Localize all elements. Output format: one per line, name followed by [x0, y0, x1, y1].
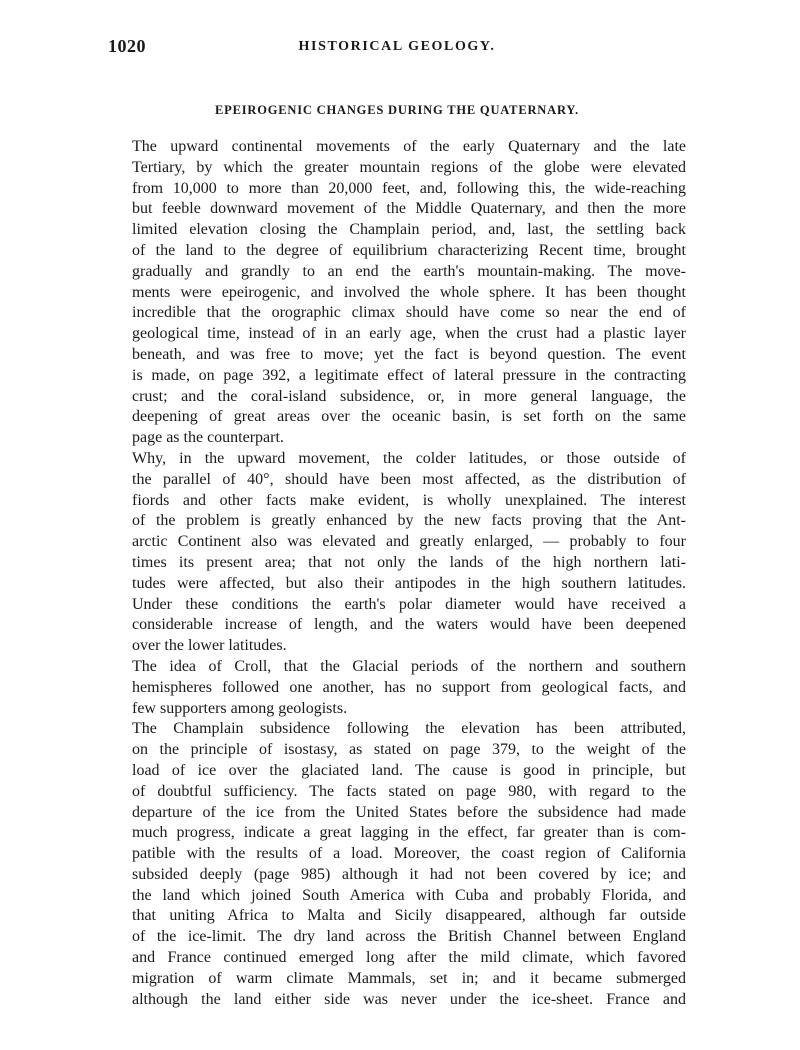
text-line: departure of the ice from the United States before the subsidence had made — [132, 803, 686, 821]
body-text — [108, 137, 686, 1010]
text-line: crust; and the coral-island subsidence, or, in more general language, the — [132, 387, 686, 405]
text-line: gradually and grandly to an end the earth's mountain-making. The move- — [132, 262, 686, 280]
page-number: 1020 — [108, 36, 146, 56]
text-line: The upward continental movements of the early Quaternary and the late — [132, 138, 686, 155]
text-line: and France continued emerged long after the mild climate, which favored — [132, 949, 686, 967]
text-line: although the land either side was never under the ice-sheet. France and — [132, 990, 686, 1008]
paragraph — [108, 137, 686, 449]
text-line: the land which joined South America with Cuba and probably Florida, and — [132, 886, 686, 904]
text-line: from 10,000 to more than 20,000 feet, and, following this, the wide-reaching — [132, 179, 686, 197]
paragraph — [108, 719, 686, 1010]
running-head — [108, 36, 686, 58]
paragraph — [108, 657, 686, 719]
text-line: deepening of great areas over the oceanic basin, is set forth on the same — [132, 408, 686, 426]
text-line: migration of warm climate Mammals, set in; and it became submerged — [132, 969, 686, 987]
text-line: beneath, and was free to move; yet the fact is beyond question. The event — [132, 345, 686, 363]
paragraph — [108, 449, 686, 657]
text-line: over the lower latitudes. — [132, 637, 287, 655]
text-line: much progress, indicate a great lagging in the effect, far greater than is com- — [132, 824, 686, 842]
text-line: limited elevation closing the Champlain period, and, last, the settling back — [132, 221, 686, 239]
text-line: times its present area; that not only the lands of the high northern lati- — [132, 553, 686, 571]
text-line: Under these conditions the earth's polar diameter would have received a — [132, 595, 686, 613]
text-line: The Champlain subsidence following the elevation has been attributed, — [132, 720, 686, 738]
text-line: the parallel of 40°, should have been most affected, as the distribution of — [132, 470, 686, 488]
text-line: incredible that the orographic climax should have come so near the end of — [132, 304, 686, 322]
text-line: The idea of Croll, that the Glacial periods of the northern and southern — [132, 657, 686, 675]
text-line: patible with the results of a load. Moreover, the coast region of California — [132, 845, 686, 863]
text-line: fiords and other facts make evident, is wholly unexplained. The interest — [132, 491, 686, 509]
text-line: hemispheres followed one another, has no support from geological facts, and — [132, 678, 686, 696]
text-line: on the principle of isostasy, as stated on page 379, to the weight of the — [132, 741, 686, 759]
text-line: is made, on page 392, a legitimate effect of lateral pressure in the contracting — [132, 366, 686, 384]
text-line: of doubtful sufficiency. The facts stated on page 980, with regard to the — [132, 782, 686, 800]
text-line: of the ice-limit. The dry land across the British Channel between England — [132, 928, 686, 946]
text-line: Tertiary, by which the greater mountain regions of the globe were elevated — [132, 158, 686, 176]
text-line: ments were epeirogenic, and involved the whole sphere. It has been thought — [132, 283, 686, 301]
text-line: geological time, instead of in an early age, when the crust had a plastic layer — [132, 325, 686, 343]
text-line: load of ice over the glaciated land. The cause is good in principle, but — [132, 761, 686, 779]
text-line: Why, in the upward movement, the colder latitudes, or those outside of — [132, 449, 686, 467]
text-line: few supporters among geologists. — [132, 699, 348, 717]
section-heading: EPEIROGENIC CHANGES DURING THE QUATERNARY. — [215, 103, 579, 117]
running-title: HISTORICAL GEOLOGY. — [298, 39, 496, 54]
text-line: that uniting Africa to Malta and Sicily disappeared, although far outside — [132, 907, 686, 925]
text-line: but feeble downward movement of the Middle Quaternary, and then the more — [132, 200, 686, 218]
text-line: of the land to the degree of equilibrium characterizing Recent time, brought — [132, 241, 686, 259]
text-line: page as the counterpart. — [132, 429, 284, 447]
text-line: tudes were affected, but also their antipodes in the high southern latitudes. — [132, 574, 686, 592]
text-line: subsided deeply (page 985) although it had not been covered by ice; and — [132, 865, 686, 883]
text-line: of the problem is greatly enhanced by the new facts proving that the Ant- — [132, 512, 686, 530]
text-line: considerable increase of length, and the waters would have been deepened — [132, 616, 686, 634]
text-line: arctic Continent also was elevated and greatly enlarged, — probably to four — [132, 533, 686, 551]
